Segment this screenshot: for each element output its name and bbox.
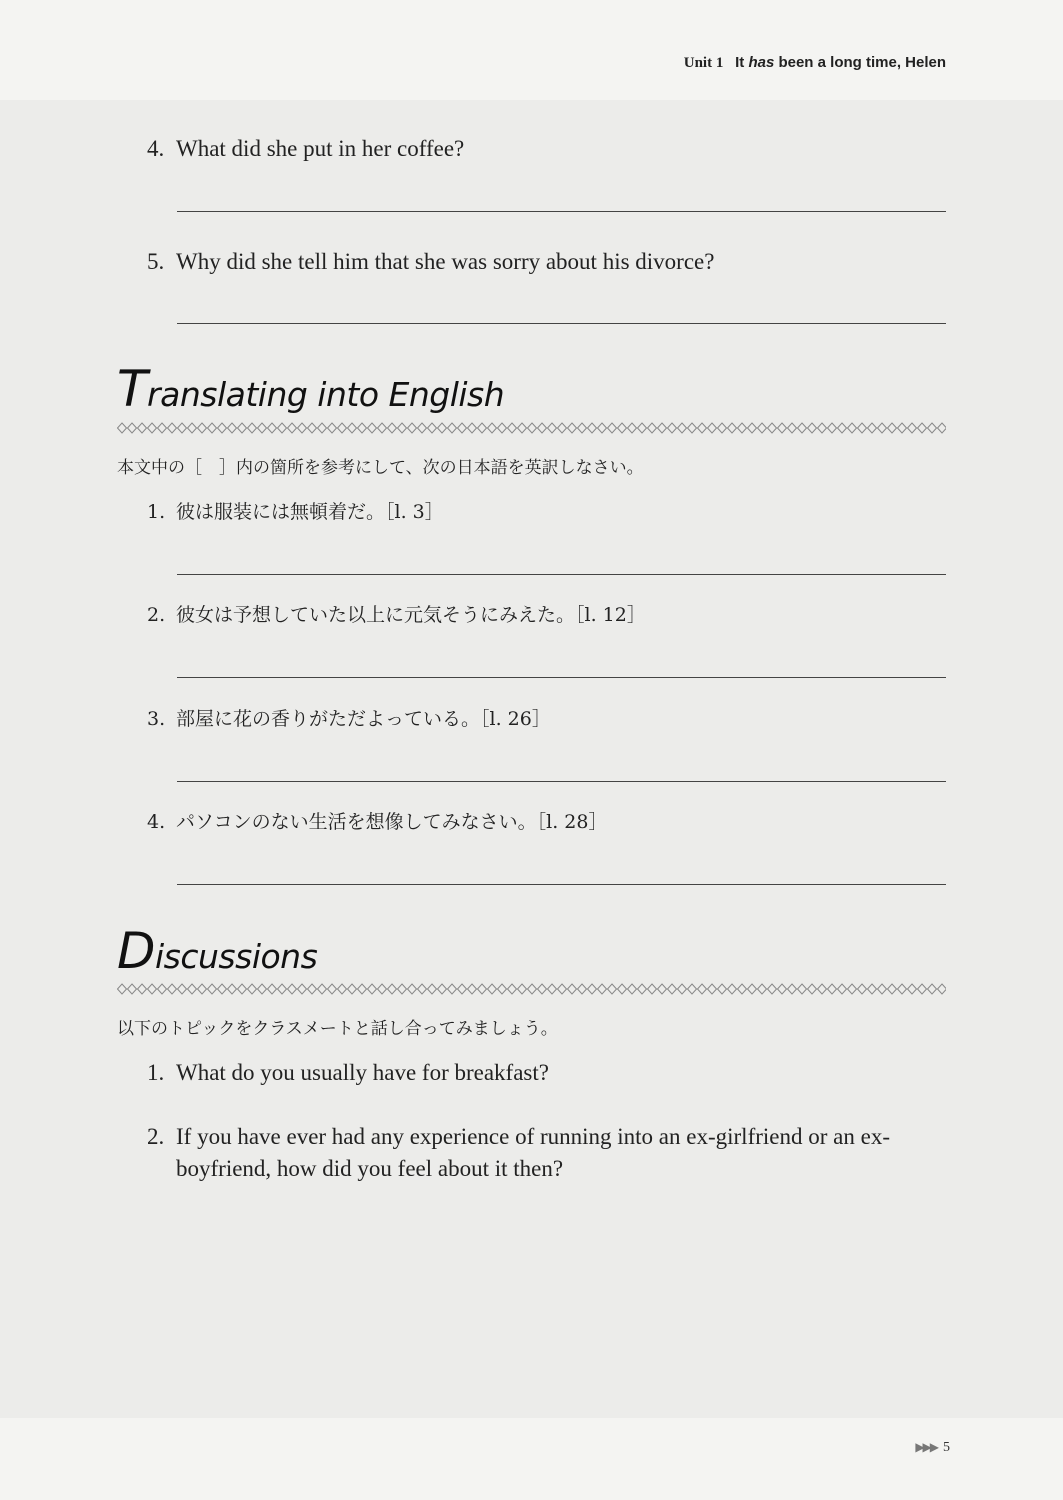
translation-item-2 <box>147 599 646 631</box>
page-footer <box>915 1440 950 1456</box>
item-number: 2. <box>147 1124 165 1149</box>
instruction-translating: 本文中の［ ］内の箇所を参考にして、次の日本語を英訳しなさい。 <box>117 458 644 478</box>
question-text: Why did she tell him that she was sorry about his divorce? <box>176 249 715 274</box>
unit-label: Unit 1 <box>683 55 724 71</box>
translation-item-3 <box>147 703 551 735</box>
question-5 <box>147 246 714 278</box>
item-text: If you have ever had any experience of running into an ex-girlfriend or an ex-boyfriend, how did you feel about it then? <box>176 1124 890 1181</box>
discussion-item-1 <box>147 1057 549 1089</box>
item-text: 彼は服装には無頓着だ。［l. 3］ <box>176 501 444 523</box>
question-text: What did she put in her coffee? <box>176 136 465 161</box>
unit-title: It has been a long time, Helen <box>735 54 946 71</box>
answer-line[interactable] <box>177 323 946 324</box>
section-title-discussions: Discussions <box>117 922 318 980</box>
item-text: 彼女は予想していた以上に元気そうにみえた。［l. 12］ <box>176 604 646 626</box>
item-text: 部屋に花の香りがただよっている。［l. 26］ <box>176 708 551 730</box>
answer-line[interactable] <box>177 574 946 575</box>
instruction-discussions: 以下のトピックをクラスメートと話し合ってみましょう。 <box>117 1019 558 1039</box>
diamond-divider <box>117 983 946 995</box>
question-number: 4. <box>147 136 165 161</box>
page-number: 5 <box>943 1440 950 1455</box>
item-number: 4. <box>147 811 166 833</box>
item-number: 1. <box>147 501 166 523</box>
answer-line[interactable] <box>177 884 946 885</box>
translation-item-4 <box>147 806 607 838</box>
answer-line[interactable] <box>177 677 946 678</box>
question-4 <box>147 133 464 165</box>
question-number: 5. <box>147 249 165 274</box>
answer-line[interactable] <box>177 781 946 782</box>
running-head <box>684 54 946 72</box>
diamond-divider <box>117 422 946 434</box>
item-number: 3. <box>147 708 166 730</box>
item-number: 2. <box>147 604 166 626</box>
translation-item-1 <box>147 496 444 528</box>
item-number: 1. <box>147 1060 165 1085</box>
discussion-item-2 <box>147 1121 956 1185</box>
item-text: パソコンのない生活を想像してみなさい。［l. 28］ <box>176 811 608 833</box>
answer-line[interactable] <box>177 211 946 212</box>
triple-arrow-icon: ▶▶▶ <box>915 1440 937 1454</box>
item-text: What do you usually have for breakfast? <box>176 1060 549 1085</box>
paper-background <box>0 100 1063 1418</box>
section-title-translating: Translating into English <box>117 360 505 418</box>
